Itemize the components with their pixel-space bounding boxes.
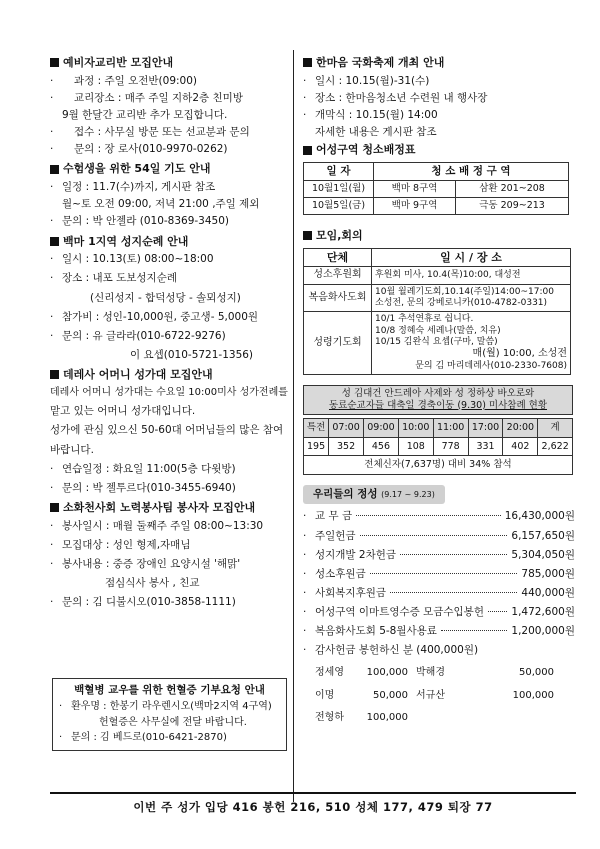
section-title: 데레사 어머니 성가대 모집안내: [50, 368, 290, 382]
text-line: 개막식 : 10.15(월) 14:00: [315, 109, 438, 121]
offering-label: 복음화사도회 5-8월사용료: [315, 625, 437, 638]
donor-amount: 100,000: [512, 689, 554, 701]
dotted-leader: [360, 535, 508, 536]
text-line: 자세한 내용은 게시판 참조: [315, 126, 437, 139]
attendance-table: [303, 418, 573, 476]
offering-label: 주일헌금: [315, 529, 356, 542]
cleaning-section: [303, 143, 575, 215]
dotted-leader: [356, 515, 501, 516]
text-line: (신리성지 - 합덕성당 - 솔뫼성지): [90, 291, 241, 304]
donor-name: 정세영: [315, 667, 344, 679]
table-row: 195 352 456 108 778 331 402 2,622: [304, 437, 573, 456]
text-line: 교리장소 : 매주 주일 지하2층 친미방: [74, 91, 243, 104]
thanks-line: · 감사헌금 봉헌하신 분 (400,000원): [303, 644, 479, 657]
donor-amount: 100,000: [366, 667, 408, 679]
text-line: 장소 : 한마음청소년 수련원 내 행사장: [315, 91, 488, 104]
text-line: 문의 : 장 로사(010-9970-0262): [74, 143, 228, 156]
text-line: 문의 : 박 안젤라 (010-8369-3450): [62, 215, 230, 228]
box-title: 백혈병 교우를 위한 헌혈증 기부요청 안내: [74, 684, 265, 696]
donor-amount: 50,000: [373, 689, 408, 701]
exam-prayer-section: 수험생을 위한 54일 기도 안내 · 일정 : 11.7(수)까지, 게시판 참조 월~토 오전 09:00, 저녁 21:00 ,주일 제외 · 문의 : 박 안젤라 (010-8369-3450): [50, 162, 290, 228]
offering-row: · 어성구역 이마트영수증 모금수입봉헌 1,472,600원: [303, 606, 575, 618]
pilgrimage-section: 백마 1지역 성지순례 안내 · 일시 : 10.13(토) 08:00~18:00 · 장소 : 내포 도보성지순례 (신리성지 - 합덕성당 - 솔뫼성지) · 참가비 : 성인-10,000원, 중고생- 5,000원 · 문의 : 유 글라라(010-6722-9276) 이 요셉(010-5721-1356): [50, 235, 290, 363]
offerings-section: [303, 485, 575, 725]
offering-row: · 복음화사도회 5-8월사용료 1,200,000원: [303, 625, 575, 638]
square-bullet-icon: [50, 237, 59, 246]
section-title: 모임,회의: [303, 229, 575, 243]
donor-name: [416, 712, 496, 725]
donor-amount: 100,000: [366, 712, 408, 724]
text-line: 점심식사 봉사 , 친교: [105, 577, 200, 589]
text-line: 참가비 : 성인-10,000원, 중고생- 5,000원: [62, 310, 259, 323]
offering-amount: 785,000원: [521, 567, 575, 580]
offering-label: 교 무 금: [315, 510, 353, 523]
dotted-leader: [488, 611, 507, 612]
text-line: 문의 : 김 디불시오(010-3858-1111): [62, 596, 236, 609]
table-row: 10월1일(월) 백마 8구역 삼환 201~208: [304, 181, 569, 198]
text-line: 봉사일시 : 매월 둘째주 주일 08:00~13:30: [62, 519, 264, 532]
text-line: 맡고 있는 어머니 성가대입니다.: [50, 405, 196, 418]
offering-row: · 주일헌금 6,157,650원: [303, 529, 575, 542]
text-line: 일정 : 11.7(수)까지, 게시판 참조: [62, 181, 216, 194]
chrysanthemum-section: 한마음 국화축제 개최 안내 · 일시 : 10.15(월)-31(수) · 장소 : 한마음청소년 수련원 내 행사장 · 개막식 : 10.15(월) 14:00 자세한 내용은 게시판 참조: [303, 56, 575, 139]
text-line: 문의 : 김 베드로(010-6421-2870): [71, 732, 227, 744]
donor-name: 서규산: [416, 689, 445, 701]
offering-amount: 1,200,000원: [511, 625, 575, 638]
offering-amount: 6,157,650원: [511, 529, 575, 542]
donor-name: 이명: [315, 689, 335, 701]
text-line: 헌혈증은 사무실에 전달 바랍니다.: [99, 716, 247, 728]
meetings-section: [303, 229, 575, 375]
volunteer-section: 소화천사회 노력봉사팀 봉사자 모집안내 · 봉사일시 : 매월 둘째주 주일 08:00~13:30 · 모집대상 : 성인 형제,자매님 · 봉사내용 : 중증 장애인 요양시설 '해맑' 점심식사 봉사 , 친교 · 문의 : 김 디불시오(010-3858-1111): [50, 501, 290, 609]
offerings-title: 우리들의 정성 (9.17 ~ 9.23): [303, 485, 445, 504]
text-line: 일시 : 10.13(토) 08:00~18:00: [62, 253, 214, 266]
donor-grid: [315, 667, 575, 725]
section-title: 백마 1지역 성지순례 안내: [50, 235, 290, 249]
cleaning-table: [303, 162, 569, 215]
vbs-section: 예비자교리반 모집안내 · 과정 : 주일 오전반(09:00) · 교리장소 : 매주 주일 지하2층 친미방 9월 한달간 교리반 추가 모집합니다. · 접수 : 사무실 방문 또는 선교분과 문의 · 문의 : 장 로사(010-9970-0262): [50, 56, 290, 156]
donor-name: 전형하: [315, 712, 344, 724]
table-header: 단체: [304, 248, 372, 267]
right-column: [303, 52, 575, 725]
text-line: 성가에 관심 있으신 50-60대 어머님들의 많은 참여: [50, 424, 284, 437]
square-bullet-icon: [303, 146, 312, 155]
table-row: 복음화사도회 10월 월례기도회,10.14(주일)14:00~17:00 소성전, 문의 강베로니카(010-4782-0331): [304, 284, 571, 312]
dotted-leader: [370, 573, 518, 574]
donor-name: 박해경: [416, 667, 445, 679]
offering-label: 성소후원금: [315, 567, 366, 580]
text-line: 데레사 어머니 성가대는 수요일 10:00미사 성가전례를: [50, 386, 288, 398]
section-title: 수험생을 위한 54일 기도 안내: [50, 162, 290, 176]
square-bullet-icon: [50, 503, 59, 512]
table-header-row: 특전 07:00 09:00 10:00 11:00 17:00 20:00 계: [304, 418, 573, 437]
text-line: 모집대상 : 성인 형제,자매님: [62, 538, 191, 551]
donor-amount: [504, 712, 554, 725]
section-title: 예비자교리반 모집안내: [50, 56, 290, 70]
text-line: 봉사내용 : 중증 장애인 요양시설 '해맑': [62, 557, 241, 570]
dotted-leader: [390, 592, 517, 593]
offering-row: · 교 무 금 16,430,000원: [303, 510, 575, 523]
offerings-list: [303, 510, 575, 638]
square-bullet-icon: [50, 165, 59, 174]
hymn-footer: 이번 주 성가 입당 416 봉헌 216, 510 성체 177, 479 퇴장 77: [50, 792, 576, 814]
offering-row: · 사회복지후원금 440,000원: [303, 586, 575, 599]
square-bullet-icon: [50, 58, 59, 67]
offering-amount: 5,304,050원: [511, 548, 575, 561]
text-line: 문의 : 박 젤투르다(010-3455-6940): [62, 481, 236, 494]
square-bullet-icon: [50, 370, 59, 379]
table-header: 청 소 배 정 구 역: [374, 163, 569, 181]
section-title: 어성구역 청소배정표: [303, 143, 575, 157]
text-line: 환우명 : 한봉기 라우렌시오(백마2지역 4구역): [71, 701, 272, 713]
text-line: 9월 한달간 교리반 추가 모집합니다.: [62, 109, 228, 121]
offering-label: 어성구역 이마트영수증 모금수입봉헌: [315, 606, 484, 618]
table-row: 성소후원회 후원회 미사, 10.4(목)10:00, 대성전: [304, 267, 571, 285]
text-line: 과정 : 주일 오전반(09:00): [74, 74, 198, 87]
offering-row: · 성소후원금 785,000원: [303, 567, 575, 580]
text-line: 월~토 오전 09:00, 저녁 21:00 ,주일 제외: [62, 198, 260, 211]
attendance-title: 성 김대건 안드레아 사제와 성 정하상 바오로와 동료순교자들 대축일 경축이동 (9.30) 미사참례 현황: [303, 385, 573, 415]
text-line: 연습일정 : 화요일 11:00(5층 다윗방): [62, 462, 236, 475]
text-line: 접수 : 사무실 방문 또는 선교분과 문의: [74, 126, 250, 139]
donor-amount: 50,000: [519, 667, 554, 679]
square-bullet-icon: [303, 231, 312, 240]
text-line: 장소 : 내포 도보성지순례: [62, 272, 177, 285]
text-line: 바랍니다.: [50, 443, 94, 456]
table-header: 일 자: [304, 163, 374, 181]
choir-section: 데레사 어머니 성가대 모집안내 데레사 어머니 성가대는 수요일 10:00미사 성가전례를 맡고 있는 어머니 성가대입니다. 성가에 관심 있으신 50-60대 어머님들의 많은 참여 바랍니다. · 연습일정 : 화요일 11:00(5층 다윗방) · 문의 : 박 젤투르다(010-3455-6940): [50, 368, 290, 495]
section-title: 소화천사회 노력봉사팀 봉사자 모집안내: [50, 501, 290, 515]
column-divider: [293, 50, 294, 802]
text-line: 이 요셉(010-5721-1356): [130, 348, 254, 361]
offering-row: · 성지개발 2차헌금 5,304,050원: [303, 548, 575, 561]
offering-label: 사회복지후원금: [315, 586, 387, 599]
offering-amount: 16,430,000원: [504, 510, 575, 523]
table-row: 전체신자(7,637명) 대비 34% 참석: [304, 456, 573, 475]
section-title: 한마음 국화축제 개최 안내: [303, 56, 575, 70]
table-row: 성령기도회 10/1 추석연휴로 쉽니다. 10/8 정혜숙 세례나(말씀, 치유) 10/15 김완식 요셉(구마, 말씀) 매(월) 10:00, 소성전 문의 김 마리데레사(010-2330-7608): [304, 312, 571, 375]
offering-amount: 440,000원: [521, 586, 575, 599]
meetings-table: [303, 248, 571, 375]
dotted-leader: [441, 630, 507, 631]
square-bullet-icon: [303, 58, 312, 67]
table-row: 10월5일(금) 백마 9구역 극동 209~213: [304, 198, 569, 215]
offering-label: 성지개발 2차헌금: [315, 548, 397, 561]
text-line: 문의 : 유 글라라(010-6722-9276): [62, 329, 226, 342]
blood-donation-box: 백혈병 교우를 위한 헌혈증 기부요청 안내 · 환우명 : 한봉기 라우렌시오(백마2지역 4구역) 헌혈증은 사무실에 전달 바랍니다. · 문의 : 김 베드로(010-6421-2870): [52, 678, 287, 751]
table-header: 일 시 / 장 소: [372, 248, 571, 267]
offering-amount: 1,472,600원: [511, 606, 575, 618]
text-line: 일시 : 10.15(월)-31(수): [315, 74, 430, 87]
left-column: [50, 52, 290, 615]
dotted-leader: [400, 554, 507, 555]
mass-attendance-section: [303, 385, 575, 475]
